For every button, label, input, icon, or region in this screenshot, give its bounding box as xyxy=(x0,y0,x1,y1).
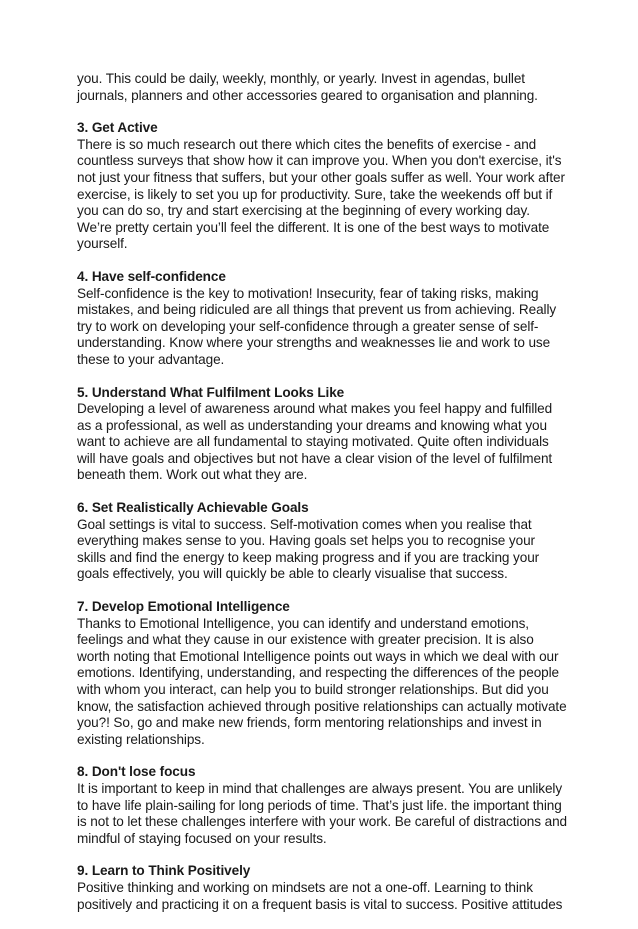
section-emotional-intelligence xyxy=(77,599,567,748)
section-body: Thanks to Emotional Intelligence, you can identify and understand emotions, feelings and what they cause in our existence with greater precision. It is also worth noting that Emotional Intelligence points out ways in which we deal with our emotions. Identifying, understanding, and respecting the differences of the people with whom you interact, can help you to build stronger relationships. But did you know, the satisfaction achieved through positive relationships can actually motivate you?! So, go and make new friends, form mentoring relationships and invest in existing relationships. xyxy=(77,615,567,747)
section-body: There is so much research out there which cites the benefits of exercise - and countless surveys that show how it can improve you. When you don't exercise, it's not just your fitness that suffers, but your other goals suffer as well. Your work after exercise, is likely to set you up for productivity. Sure, take the weekends off but if you can do so, try and start exercising at the beginning of every working day. We’re pretty certain you’ll feel the different. It is one of the best ways to motivate yourself. xyxy=(77,136,565,252)
section-dont-lose-focus xyxy=(77,764,567,847)
section-body: It is important to keep in mind that challenges are always present. You are unlikely to have life plain-sailing for long periods of time. That’s just life. the important thing is not to let these challenges interfere with your work. Be careful of distractions and mindful of staying focused on your results. xyxy=(77,780,567,846)
section-heading: 3. Get Active xyxy=(77,120,158,136)
section-fulfilment xyxy=(77,385,567,485)
section-achievable-goals xyxy=(77,500,567,583)
section-heading: 7. Develop Emotional Intelligence xyxy=(77,599,290,615)
section-body: Positive thinking and working on mindsets are not a one-off. Learning to think positively and practicing it on a frequent basis is vital to success. Positive attitudes xyxy=(77,879,563,912)
section-heading: 6. Set Realistically Achievable Goals xyxy=(77,500,309,516)
section-heading: 9. Learn to Think Positively xyxy=(77,863,251,879)
section-heading: 4. Have self-confidence xyxy=(77,268,226,284)
section-think-positively xyxy=(77,863,567,913)
section-body: Goal settings is vital to success. Self-motivation comes when you realise that everything makes sense to you. Having goals set helps you to recognise your skills and find the energy to keep making progress and if you are tracking your goals effectively, you will quickly be able to clearly visualise that success. xyxy=(77,516,540,582)
section-get-active xyxy=(77,120,567,253)
section-body: Developing a level of awareness around what makes you feel happy and fulfilled as a professional, as well as understanding your dreams and knowing what you want to achieve are all fundamental to staying motivated. Quite often individuals will have goals and objectives but not have a clear vision of the level of fulfilment beneath them. Work out what they are. xyxy=(77,401,553,483)
section-heading: 5. Understand What Fulfilment Looks Like xyxy=(77,384,345,400)
section-heading: 8. Don't lose focus xyxy=(77,764,196,780)
section-body: Self-confidence is the key to motivation! Insecurity, fear of taking risks, making mistakes, and being ridiculed are all things that prevent us from achieving. Really try to work on developing your self-confidence through a greater sense of self-understanding. Know where your strengths and weaknesses lie and work to use these to your advantage. xyxy=(77,285,557,367)
intro-paragraph: you. This could be daily, weekly, monthly, or yearly. Invest in agendas, bullet journals, planners and other accessories geared to organisation and planning. xyxy=(77,71,538,103)
section-self-confidence xyxy=(77,269,567,369)
document-body xyxy=(77,71,567,929)
